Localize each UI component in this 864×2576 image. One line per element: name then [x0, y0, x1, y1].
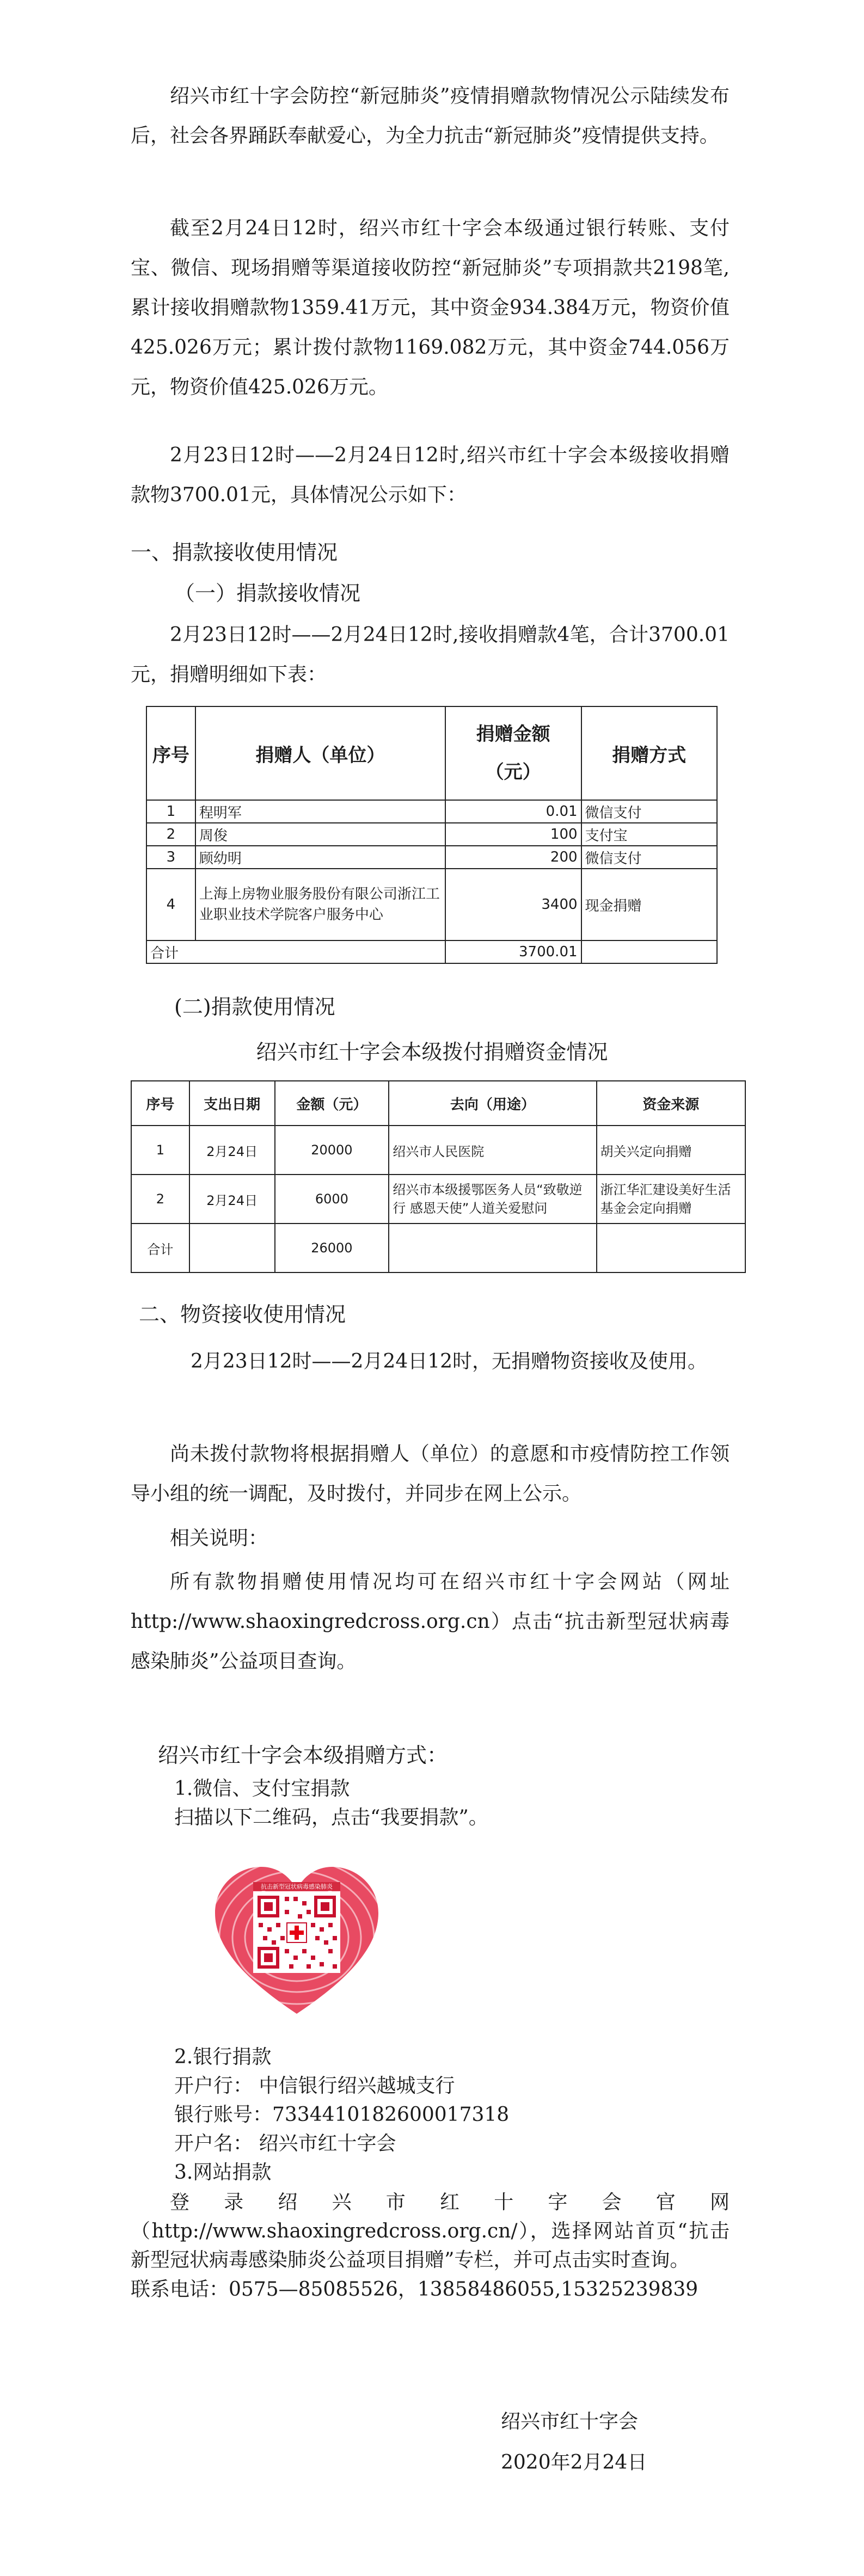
section-1-1-text: 2月23日12时——2月24日12时,接收捐赠款4笔，合计3700.01元，捐赠明细如下表： — [131, 624, 730, 686]
method-3-text: 登录绍兴市红十字会官网（http://www.shaoxingredcross.org.cn/），选择网站首页“抗击新型冠状病毒感染肺炎公益项目捐赠”专栏，并可点击实时查询。 — [131, 2191, 730, 2271]
section-2-title: 二、物资接收使用情况 — [139, 1302, 346, 1326]
qr-banner-text: 抗击新型冠状病毒感染肺炎 — [261, 1883, 333, 1890]
table-total-row — [146, 940, 717, 963]
signature-date: 2020年2月24日 — [501, 2451, 647, 2474]
total-amount: 26000 — [275, 1224, 389, 1272]
row-method: 微信支付 — [581, 800, 717, 823]
method-3-title: 3.网站捐款 — [174, 2161, 272, 2184]
header-amount-text: 捐赠金额（元） — [476, 723, 550, 783]
donation-qr-code[interactable] — [215, 1867, 378, 2019]
row-method: 微信支付 — [581, 846, 717, 869]
method-2-title: 2.银行捐款 — [174, 2046, 272, 2068]
row-source: 胡关兴定向捐赠 — [597, 1126, 745, 1175]
table-row — [146, 846, 717, 869]
section-1-1-title: （一）捐款接收情况 — [174, 581, 361, 605]
row-no: 2 — [131, 1175, 189, 1224]
header-amount — [445, 706, 581, 800]
row-amount: 200 — [445, 846, 581, 869]
total-method — [581, 940, 717, 963]
account-name: 开户名： 绍兴市红十字会 — [174, 2132, 396, 2155]
methods-title: 绍兴市红十字会本级捐赠方式： — [158, 1743, 448, 1767]
total-amount: 3700.01 — [445, 940, 581, 963]
usage-table — [131, 1080, 746, 1273]
table-row — [131, 1175, 745, 1224]
row-donor: 顾幼明 — [195, 846, 445, 869]
header-source: 资金来源 — [597, 1081, 745, 1126]
signature-org: 绍兴市红十字会 — [501, 2411, 639, 2433]
row-no: 1 — [146, 800, 195, 823]
method-1-text: 扫描以下二维码，点击“我要捐款”。 — [174, 1806, 488, 1829]
header-donor: 捐赠人（单位） — [195, 706, 445, 800]
method-1-title: 1.微信、支付宝捐款 — [174, 1778, 350, 1800]
header-no: 序号 — [146, 706, 195, 800]
row-date: 2月24日 — [189, 1175, 275, 1224]
header-no: 序号 — [131, 1081, 189, 1126]
row-no: 2 — [146, 823, 195, 846]
header-amount: 金额（元） — [275, 1081, 389, 1126]
section-1-2-title: (二)捐款使用情况 — [174, 995, 335, 1019]
row-no: 4 — [146, 869, 195, 940]
row-amount: 0.01 — [445, 800, 581, 823]
section-1-title: 一、捐款接收使用情况 — [131, 540, 338, 564]
row-date: 2月24日 — [189, 1126, 275, 1175]
header-method: 捐赠方式 — [581, 706, 717, 800]
row-donor: 周俊 — [195, 823, 445, 846]
header-date: 支出日期 — [189, 1081, 275, 1126]
total-source — [597, 1224, 745, 1272]
red-cross-icon-bar — [290, 1931, 304, 1935]
row-no: 3 — [146, 846, 195, 869]
section-2-text: 2月23日12时——2月24日12时，无捐赠物资接收及使用。 — [191, 1350, 708, 1373]
header-purpose: 去向（用途） — [389, 1081, 596, 1126]
row-method: 支付宝 — [581, 823, 717, 846]
intro-paragraph: 绍兴市红十字会防控“新冠肺炎”疫情捐赠款物情况公示陆续发布后，社会各界踊跃奉献爱心，为全力抗击“新冠肺炎”疫情提供支持。 — [131, 85, 730, 147]
table-total-row — [131, 1224, 745, 1272]
total-label: 合计 — [146, 940, 445, 963]
table-header-row — [146, 706, 717, 800]
row-amount: 6000 — [275, 1175, 389, 1224]
contact-phone: 联系电话：0575—85085526，13858486055,15325239839 — [131, 2278, 698, 2301]
bank-account: 银行账号：7334410182600017318 — [174, 2104, 510, 2126]
row-amount: 100 — [445, 823, 581, 846]
row-amount: 3400 — [445, 869, 581, 940]
total-date — [189, 1224, 275, 1272]
row-amount: 20000 — [275, 1126, 389, 1175]
total-label: 合计 — [131, 1224, 189, 1272]
related-label: 相关说明： — [170, 1527, 268, 1550]
row-source: 浙江华汇建设美好生活基金会定向捐赠 — [597, 1175, 745, 1224]
row-no: 1 — [131, 1126, 189, 1175]
total-purpose — [389, 1224, 596, 1272]
row-purpose: 绍兴市人民医院 — [389, 1126, 596, 1175]
row-method: 现金捐赠 — [581, 869, 717, 940]
table-row — [146, 800, 717, 823]
period-paragraph: 2月23日12时——2月24日12时,绍兴市红十字会本级接收捐赠款物3700.01元，具体情况公示如下： — [131, 444, 730, 506]
summary-paragraph: 截至2月24日12时，绍兴市红十字会本级通过银行转账、支付宝、微信、现场捐赠等渠道接收防控“新冠肺炎”专项捐款共2198笔,累计接收捐赠款物1359.41万元，其中资金934.384万元，物资价值425.026万元；累计拨付款物1169.082万元，其中资金744.056万元，物资价值425.026万元。 — [131, 217, 730, 398]
donation-table — [146, 706, 718, 964]
row-donor: 上海上房物业服务股份有限公司浙江工业职业技术学院客户服务中心 — [195, 869, 445, 940]
related-paragraph: 所有款物捐赠使用情况均可在绍兴市红十字会网站（网址http://www.shaoxingredcross.org.cn）点击“抗击新型冠状病毒感染肺炎”公益项目查询。 — [131, 1571, 730, 1673]
usage-table-caption: 绍兴市红十字会本级拨付捐赠资金情况 — [256, 1040, 608, 1064]
row-purpose: 绍兴市本级援鄂医务人员“致敬逆行 感恩天使”人道关爱慰问 — [389, 1175, 596, 1224]
bank-name: 开户行： 中信银行绍兴越城支行 — [174, 2075, 455, 2097]
table-header-row — [131, 1081, 745, 1126]
table-row — [131, 1126, 745, 1175]
row-donor: 程明军 — [195, 800, 445, 823]
unallocated-paragraph: 尚未拨付款物将根据捐赠人（单位）的意愿和市疫情防控工作领导小组的统一调配，及时拨付，并同步在网上公示。 — [131, 1443, 730, 1505]
table-row — [146, 823, 717, 846]
table-row — [146, 869, 717, 940]
